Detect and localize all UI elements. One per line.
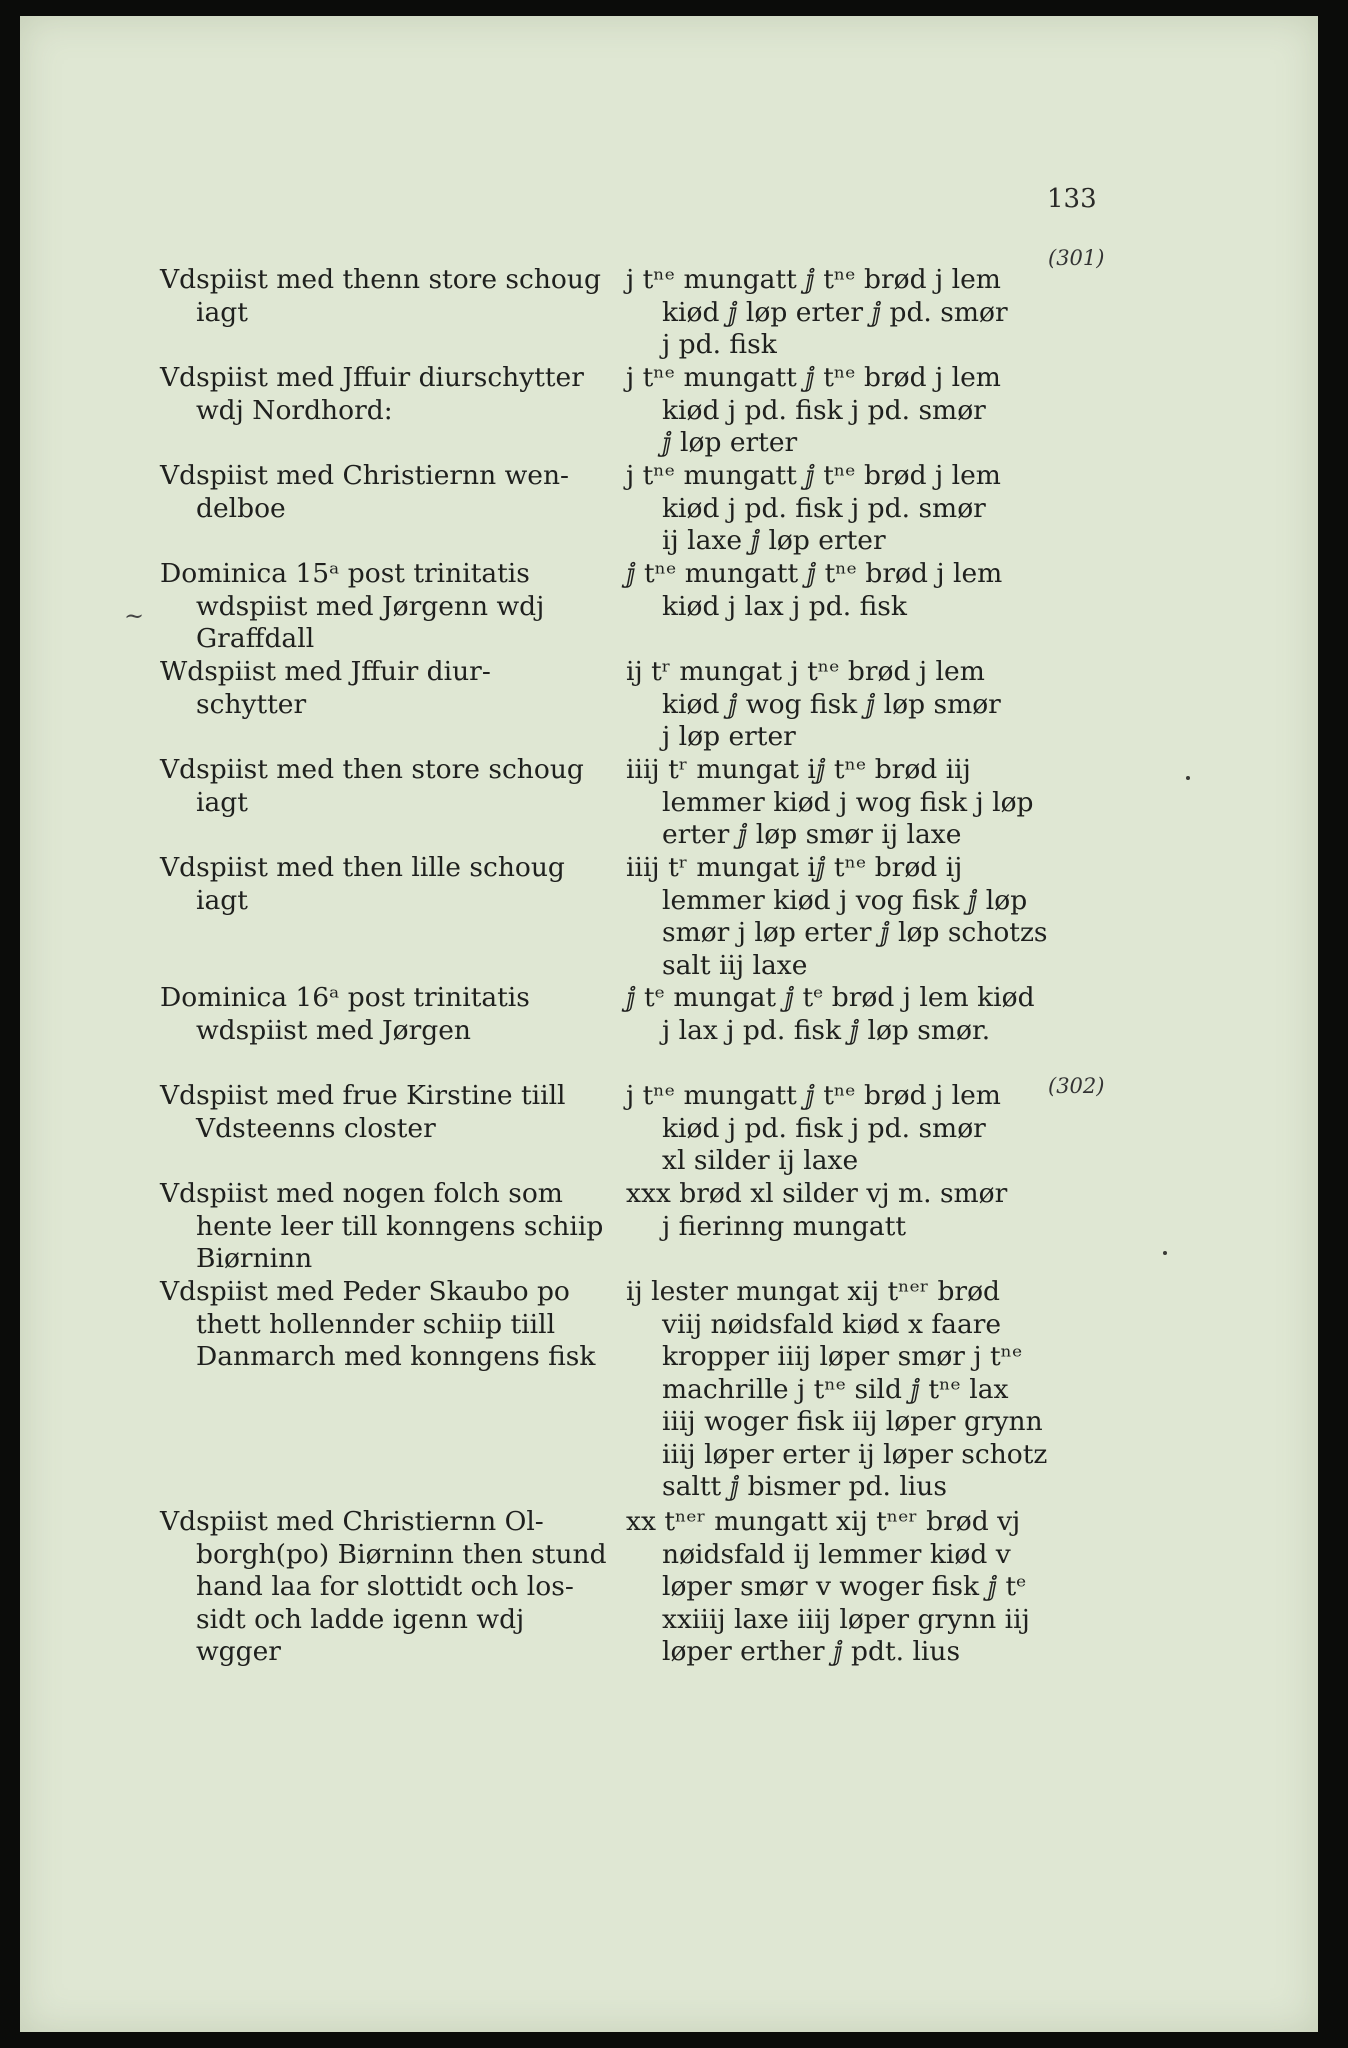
provisions-line: j tⁿᵉ mungatt ⅉ tⁿᵉ brød j lem [626, 1080, 1001, 1111]
entry-provisions [626, 1080, 1101, 1178]
provisions-line: salt iij laxe [662, 949, 808, 981]
description-line: Vdspiist med Peder Skaubo po [160, 1276, 570, 1307]
provisions-line: kiød j pd. fisk j pd. smør [662, 394, 986, 426]
provisions-line: iiij løper erter ij løper schotz [662, 1438, 1048, 1470]
description-line: Vdspiist med frue Kirstine tiill [160, 1080, 566, 1111]
entry-provisions [626, 264, 1101, 362]
provisions-line: xx tⁿᵉʳ mungatt xij tⁿᵉʳ brød vj [626, 1506, 1021, 1537]
provisions-line: saltt ⅉ bismer pd. lius [662, 1471, 947, 1502]
provisions-line: xxx brød xl silder vj m. smør [626, 1178, 1008, 1209]
entry-description [160, 982, 605, 1047]
provisions-line: kiød ⅉ løp erter ⅉ pd. smør [662, 296, 1008, 328]
description-line: Vdspiist med Christiernn wen- [160, 460, 569, 491]
entry-provisions [626, 362, 1101, 460]
description-line: Vdspiist med thenn store schoug [160, 264, 601, 295]
entry-provisions [626, 656, 1101, 754]
entry-provisions [626, 1178, 1101, 1243]
page-reference-301: (301) [1048, 246, 1105, 270]
entry-description [160, 852, 605, 917]
provisions-line: j tⁿᵉ mungatt ⅉ tⁿᵉ brød j lem [626, 460, 1001, 491]
entry-description [160, 1080, 605, 1145]
provisions-line: j pd. fisk [662, 329, 777, 360]
entry-provisions [626, 460, 1101, 558]
entry-description [160, 1506, 605, 1669]
provisions-line: nøidsfald ij lemmer kiød v [662, 1538, 1011, 1570]
entry-provisions [626, 1506, 1101, 1669]
provisions-line: j fierinng mungatt [662, 1210, 906, 1242]
provisions-line: iiij tʳ mungat iⅉ tⁿᵉ brød ij [626, 852, 963, 883]
description-line: Graffdall [196, 623, 315, 654]
entry-provisions [626, 558, 1101, 623]
description-line: wdj Nordhord: [196, 394, 393, 426]
provisions-line: j tⁿᵉ mungatt ⅉ tⁿᵉ brød j lem [626, 264, 1001, 295]
provisions-line: løper erther ⅉ pdt. lius [662, 1636, 961, 1667]
provisions-line: lemmer kiød j wog fisk j løp [662, 786, 1034, 818]
entry-provisions [626, 754, 1101, 852]
entry-description [160, 460, 605, 525]
provisions-line: xxiiij laxe iiij løper grynn iij [662, 1603, 1030, 1635]
provisions-line: ⅉ tⁿᵉ mungatt ⅉ tⁿᵉ brød j lem [626, 558, 1003, 589]
description-line: wgger [196, 1636, 281, 1667]
description-line: Vdspiist med then store schoug [160, 754, 584, 785]
description-line: schytter [196, 688, 307, 720]
entry-description [160, 656, 605, 721]
provisions-line: machrille j tⁿᵉ sild ⅉ tⁿᵉ lax [662, 1373, 1009, 1405]
provisions-line: kropper iiij løper smør j tⁿᵉ [662, 1341, 1023, 1372]
page-number: 133 [1047, 184, 1097, 214]
description-line: wdspiist med Jørgenn wdj [196, 590, 545, 622]
entry-provisions [626, 982, 1101, 1047]
provisions-line: ij tʳ mungat j tⁿᵉ brød j lem [626, 656, 985, 687]
description-line: Dominica 16ᵃ post trinitatis [160, 982, 530, 1013]
provisions-line: j løp erter [662, 721, 796, 752]
provisions-line: iiij woger fisk iij løper grynn [662, 1406, 1043, 1437]
description-line: thett hollennder schiip tiill [196, 1308, 556, 1340]
description-line: Dominica 15ᵃ post trinitatis [160, 558, 530, 589]
entry-provisions [626, 852, 1101, 982]
provisions-line: kiød j pd. fisk j pd. smør [662, 492, 986, 524]
provisions-line: xl silder ij laxe [662, 1145, 859, 1176]
description-line: Vdspiist med nogen folch som [160, 1178, 563, 1209]
description-line: borgh(po) Biørninn then stund [196, 1538, 607, 1570]
description-line: hente leer till konngens schiip [196, 1210, 604, 1242]
provisions-line: kiød ⅉ wog fisk ⅉ løp smør [662, 688, 1001, 720]
provisions-line: erter ⅉ løp smør ij laxe [662, 819, 962, 850]
provisions-line: løper smør v woger fisk ⅉ tᵉ [662, 1571, 1027, 1602]
provisions-line: kiød j lax j pd. fisk [662, 590, 907, 622]
provisions-line: viij nøidsfald kiød x faare [662, 1308, 1002, 1340]
provisions-line: j lax j pd. fisk ⅉ løp smør. [662, 1014, 991, 1046]
description-line: iagt [196, 786, 248, 818]
description-line: delboe [196, 492, 286, 524]
entry-description [160, 1276, 605, 1374]
description-line: iagt [196, 884, 248, 916]
description-line: sidt och ladde igenn wdj [196, 1603, 525, 1635]
provisions-line: ⅉ løp erter [662, 427, 798, 458]
description-line: Vdspiist med Jffuir diurschytter [160, 362, 584, 393]
provisions-line: kiød j pd. fisk j pd. smør [662, 1112, 986, 1144]
description-line: wdspiist med Jørgen [196, 1014, 471, 1046]
provisions-line: j tⁿᵉ mungatt ⅉ tⁿᵉ brød j lem [626, 362, 1001, 393]
provisions-line: ij laxe ⅉ løp erter [662, 525, 886, 556]
entry-description [160, 558, 605, 656]
entry-description [160, 754, 605, 819]
description-line: Danmarch med konngens fisk [196, 1341, 596, 1372]
description-line: Vdsteenns closter [196, 1112, 436, 1144]
description-line: Wdspiist med Jffuir diur- [160, 656, 491, 687]
margin-mark: ~ [124, 602, 145, 630]
speck [1163, 1251, 1167, 1255]
provisions-line: lemmer kiød j vog fisk ⅉ løp [662, 884, 1028, 916]
entry-description [160, 1178, 605, 1276]
provisions-line: smør j løp erter ⅉ løp schotzs [662, 917, 1048, 948]
page-reference-302: (302) [1048, 1074, 1105, 1098]
entry-description [160, 264, 605, 329]
description-line: Vdspiist med then lille schoug [160, 852, 565, 883]
provisions-line: ij lester mungat xij tⁿᵉʳ brød [626, 1276, 1001, 1307]
entry-description [160, 362, 605, 427]
entry-provisions [626, 1276, 1101, 1504]
description-line: hand laa for slottidt och los- [196, 1571, 574, 1602]
provisions-line: ⅉ tᵉ mungat ⅉ tᵉ brød j lem kiød [626, 982, 1035, 1013]
document-page [20, 16, 1318, 2032]
description-line: Biørninn [196, 1243, 313, 1274]
description-line: Vdspiist med Christiernn Ol- [160, 1506, 544, 1537]
speck [1186, 776, 1190, 780]
description-line: iagt [196, 296, 248, 328]
provisions-line: iiij tʳ mungat iⅉ tⁿᵉ brød iij [626, 754, 971, 785]
